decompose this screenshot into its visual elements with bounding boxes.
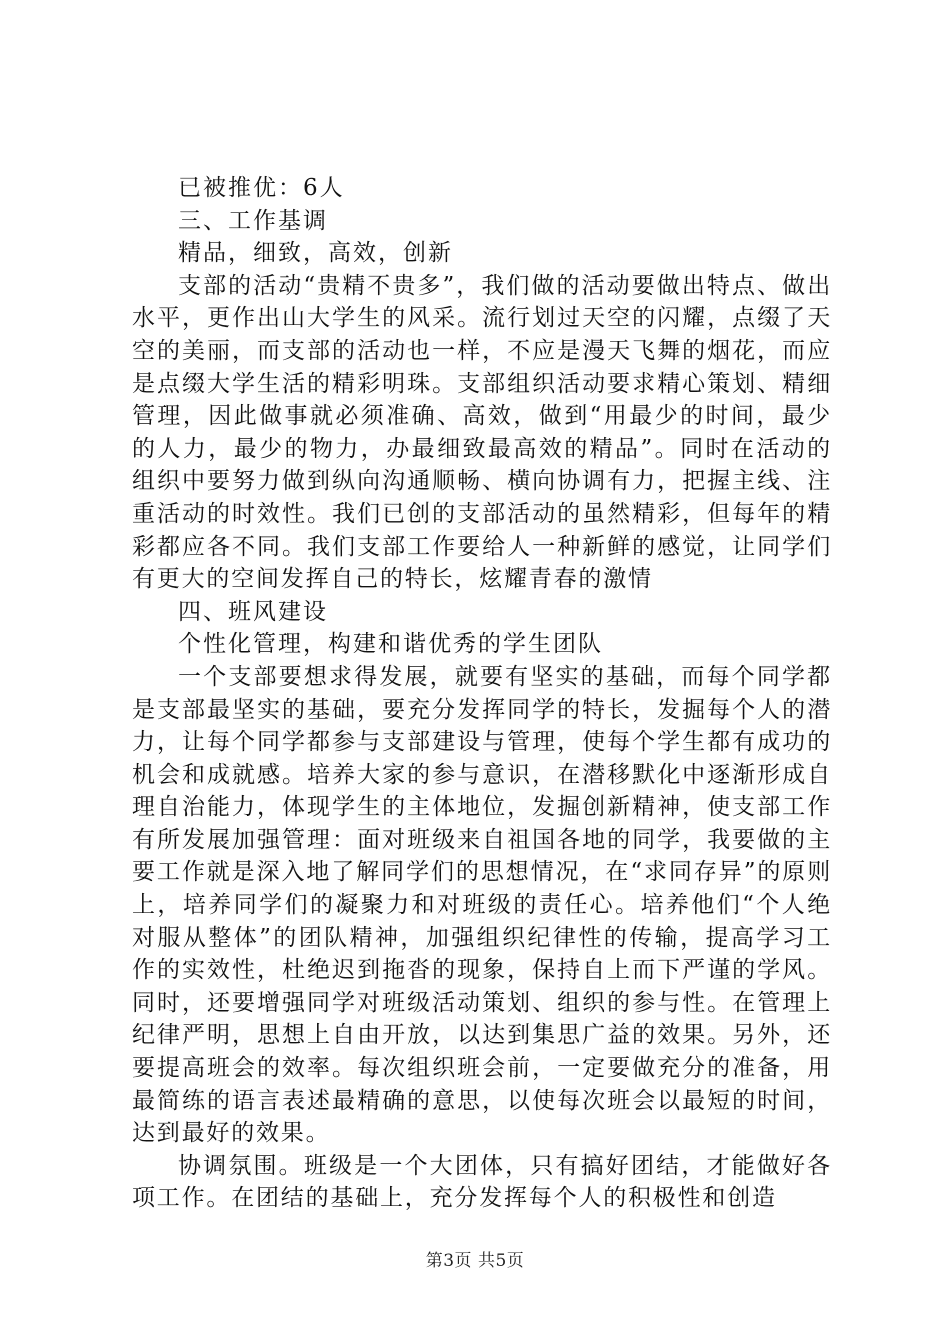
document-body bbox=[132, 172, 832, 1215]
paragraph-activities: 支部的活动“贵精不贵多”，我们做的活动要做出特点、做出水平，更作出山大学生的风采。流行划过天空的闪耀，点缀了天空的美丽，而支部的活动也一样，不应是漫天飞舞的烟花，而应是点缀大学生活的精彩明珠。支部组织活动要求精心策划、精细管理，因此做事就必须准确、高效，做到“用最少的时间，最少的人力，最少的物力，办最细致最高效的精品”。同时在活动的组织中要努力做到纵向沟通顺畅、横向协调有力，把握主线、注重活动的时效性。我们已创的支部活动的虽然精彩，但每年的精彩都应各不同。我们支部工作要给人一种新鲜的感觉，让同学们有更大的空间发挥自己的特长，炫耀青春的激情 bbox=[132, 272, 832, 593]
work-tone-motto: 精品，细致，高效，创新 bbox=[178, 240, 453, 267]
paragraph-management: 一个支部要想求得发展，就要有坚实的基础，而每个同学都是支部最坚实的基础，要充分发挥同学的特长，发掘每个人的潜力，让每个同学都参与支部建设与管理，使每个学生都有成功的机会和成就感。培养大家的参与意识，在潜移默化中逐渐形成自理自治能力，体现学生的主体地位，发掘创新精神，使支部工作有所发展加强管理：面对班级来自祖国各地的同学，我要做的主要工作就是深入地了解同学们的思想情况，在“求同存异”的原则上，培养同学们的凝聚力和对班级的责任心。培养他们“个人绝对服从整体”的团队精神，加强组织纪律性的传输，提高学习工作的实效性，杜绝迟到拖沓的现象，保持自上而下严谨的学风。同时，还要增强同学对班级活动策划、组织的参与性。在管理上纪律严明，思想上自由开放，以达到集思广益的效果。另外，还要提高班会的效率。每次组织班会前，一定要做充分的准备，用最简练的语言表述最精确的意思，以使每次班会以最短的时间，达到最好的效果。 bbox=[132, 663, 832, 1147]
section-heading-class-style: 四、班风建设 bbox=[178, 598, 328, 625]
class-style-motto: 个性化管理，构建和谐优秀的学生团队 bbox=[178, 631, 603, 658]
page-number-footer: 第3页 共5页 bbox=[425, 1251, 525, 1271]
section-heading-work-tone: 三、工作基调 bbox=[178, 207, 328, 234]
paragraph-atmosphere: 协调氛围。班级是一个大团体，只有搞好团结，才能做好各项工作。在团结的基础上，充分发挥每个人的积极性和创造 bbox=[132, 1152, 832, 1212]
elected-count-line: 已被推优：6人 bbox=[178, 175, 345, 201]
